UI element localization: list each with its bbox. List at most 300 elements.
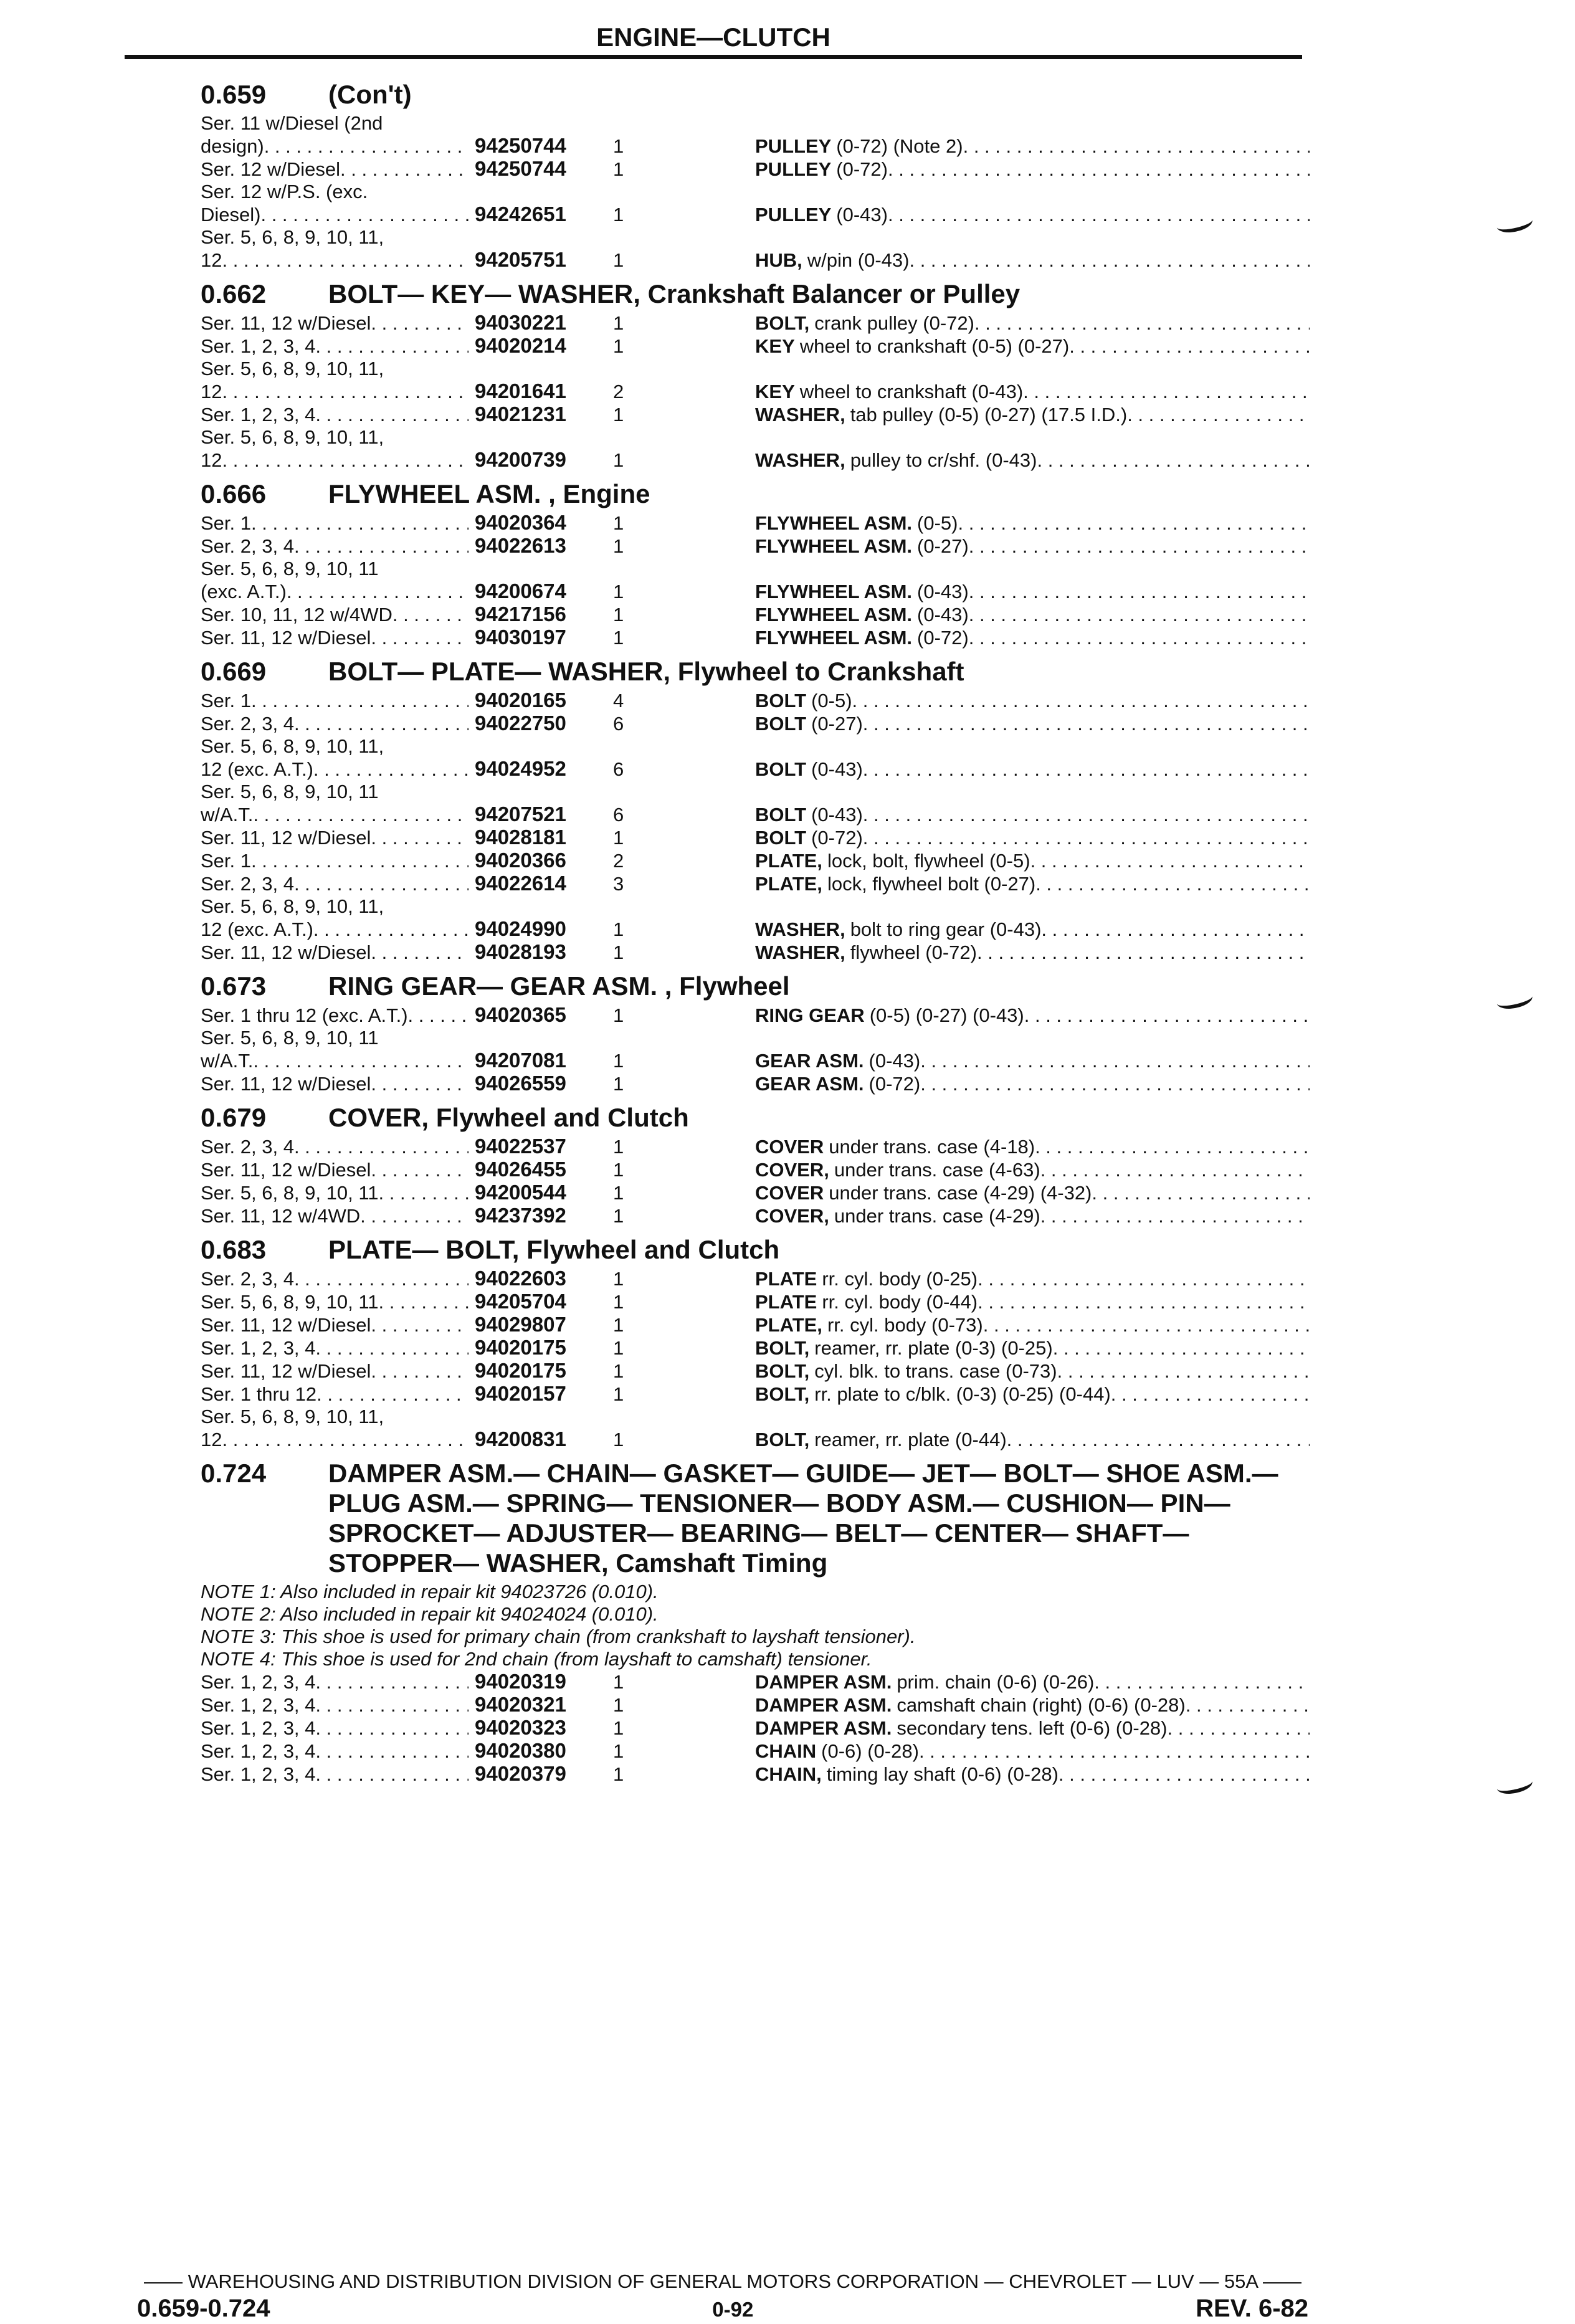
dot-leader — [287, 581, 469, 603]
part-description — [755, 1291, 1310, 1313]
part-entry — [201, 1336, 1310, 1360]
applicability — [201, 512, 475, 535]
applicability — [201, 1740, 475, 1763]
part-entry — [201, 1181, 1310, 1204]
applicability-text: Ser. 1, 2, 3, 4 — [201, 1740, 316, 1762]
part-name: FLYWHEEL ASM. — [755, 581, 913, 602]
applicability — [201, 1050, 475, 1072]
applicability — [201, 449, 475, 472]
part-entry — [201, 1004, 1310, 1027]
quantity: 1 — [613, 512, 624, 534]
applicability — [201, 535, 475, 558]
table-row — [201, 1383, 1310, 1406]
part-entry — [201, 403, 1310, 426]
part-number: 94020165 — [475, 688, 566, 712]
dot-leader — [1069, 335, 1310, 358]
dot-leader — [863, 713, 1310, 735]
applicability-text: 12 — [201, 449, 222, 471]
part-detail: (0-27) — [917, 535, 969, 557]
applicability-text: Ser. 2, 3, 4 — [201, 535, 294, 557]
part-entry — [201, 1670, 1310, 1693]
dot-leader — [1024, 1004, 1310, 1027]
dot-leader — [371, 1360, 469, 1383]
part-name: FLYWHEEL ASM. — [755, 627, 913, 649]
dot-leader — [315, 335, 469, 358]
dot-leader — [371, 627, 469, 649]
quantity: 1 — [613, 135, 624, 157]
part-entry — [201, 626, 1310, 649]
dot-leader — [294, 1136, 469, 1158]
dot-leader — [251, 512, 469, 535]
part-number: 94020175 — [475, 1359, 566, 1382]
part-name: BOLT — [755, 713, 807, 735]
part-detail: lock, flywheel bolt (0-27) — [827, 873, 1036, 895]
quantity: 1 — [613, 827, 624, 849]
section-heading — [201, 279, 1310, 309]
part-detail: (0-5) — [811, 690, 852, 712]
quantity: 1 — [613, 1291, 624, 1313]
part-number: 94207521 — [475, 802, 566, 826]
table-row — [201, 712, 1310, 735]
dot-leader — [969, 627, 1310, 649]
table-row — [201, 1004, 1310, 1027]
part-number: 94250744 — [475, 157, 566, 180]
table-row — [201, 918, 1310, 941]
part-detail: wheel to crankshaft (0-5) (0-27) — [799, 335, 1070, 357]
applicability — [201, 335, 475, 358]
part-description — [755, 850, 1310, 872]
table-row — [201, 1267, 1310, 1290]
part-name: PLATE, — [755, 873, 822, 895]
part-number: 94020157 — [475, 1382, 566, 1405]
quantity: 1 — [613, 1205, 624, 1227]
part-entry — [201, 781, 1310, 826]
parts-catalog — [201, 80, 1310, 1793]
quantity: 1 — [613, 1360, 624, 1382]
applicability — [201, 604, 475, 626]
part-entry — [201, 1027, 1310, 1072]
part-name: COVER — [755, 1136, 824, 1158]
table-row — [201, 1717, 1310, 1740]
part-entry — [201, 849, 1310, 872]
applicability-text: (exc. A.T.) — [201, 581, 287, 602]
applicability — [201, 1763, 475, 1786]
applicability-text: Ser. 11, 12 w/Diesel — [201, 827, 371, 849]
quantity: 1 — [613, 1182, 624, 1204]
part-entry — [201, 1360, 1310, 1383]
part-number: 94200674 — [475, 579, 566, 602]
part-entry — [201, 895, 1310, 941]
applicability-text: Ser. 1, 2, 3, 4 — [201, 1694, 316, 1716]
table-row — [201, 380, 1310, 403]
dot-leader — [371, 312, 469, 335]
table-row — [201, 312, 1310, 335]
dot-leader — [315, 1671, 469, 1693]
applicability-text: Ser. 1, 2, 3, 4 — [201, 404, 316, 426]
margin-mark-icon — [1495, 211, 1535, 236]
applicability-text: Ser. 5, 6, 8, 9, 10, 11 — [201, 1291, 379, 1313]
dot-leader — [315, 1740, 469, 1763]
applicability-text: Ser. 12 w/Diesel — [201, 158, 340, 180]
applicability-text: Ser. 2, 3, 4 — [201, 873, 294, 895]
dot-leader — [294, 713, 469, 735]
section-number: 0.669 — [201, 657, 267, 686]
part-description — [755, 381, 1310, 403]
applicability-text: Ser. 11, 12 w/4WD — [201, 1205, 361, 1227]
part-number: 94028181 — [475, 826, 566, 849]
part-detail: wheel to crankshaft (0-43) — [799, 381, 1024, 402]
part-entry — [201, 872, 1310, 895]
table-row — [201, 403, 1310, 426]
part-description — [755, 1383, 1310, 1406]
part-number: 94205704 — [475, 1290, 566, 1313]
quantity: 1 — [613, 335, 624, 357]
part-description — [755, 158, 1310, 181]
table-row — [201, 1693, 1310, 1717]
quantity: 2 — [613, 381, 624, 402]
dot-leader — [222, 381, 469, 403]
applicability — [201, 1136, 475, 1158]
part-name: BOLT, — [755, 1337, 810, 1359]
dot-leader — [1092, 1182, 1310, 1204]
table-row — [201, 872, 1310, 895]
part-detail: rr. cyl. body (0-73) — [827, 1314, 983, 1336]
table-row — [201, 249, 1310, 272]
part-detail: pulley to cr/shf. (0-43) — [850, 449, 1037, 471]
quantity: 1 — [613, 1314, 624, 1336]
part-description — [755, 404, 1310, 426]
part-number: 94237392 — [475, 1204, 566, 1227]
quantity: 1 — [613, 158, 624, 180]
section-title: BOLT— PLATE— WASHER, Flywheel to Crankshaft — [328, 657, 964, 686]
part-number: 94030221 — [475, 311, 566, 334]
quantity: 1 — [613, 1671, 624, 1693]
applicability-line: Ser. 5, 6, 8, 9, 10, 11, — [201, 358, 384, 379]
quantity: 1 — [613, 204, 624, 226]
table-row — [201, 535, 1310, 558]
part-name: GEAR ASM. — [755, 1073, 864, 1095]
applicability-line: Ser. 5, 6, 8, 9, 10, 11, — [201, 1406, 384, 1427]
dot-leader — [978, 1291, 1310, 1313]
part-description — [755, 449, 1310, 472]
part-entry — [201, 558, 1310, 603]
applicability — [201, 1291, 475, 1313]
part-detail: lock, bolt, flywheel (0-5) — [827, 850, 1030, 872]
part-detail: (0-43) — [917, 581, 969, 602]
table-row — [201, 1204, 1310, 1227]
applicability-text: Ser. 11, 12 w/Diesel — [201, 1314, 371, 1336]
applicability — [201, 1268, 475, 1290]
part-detail: (0-72) — [917, 627, 969, 649]
part-detail: timing lay shaft (0-6) (0-28) — [826, 1763, 1059, 1785]
dot-leader — [977, 941, 1310, 964]
dot-leader — [1094, 1671, 1310, 1693]
catalog-section — [201, 657, 1310, 964]
part-description — [755, 804, 1310, 826]
part-number: 94200831 — [475, 1427, 566, 1450]
margin-mark-icon — [1495, 988, 1535, 1012]
table-row — [201, 1290, 1310, 1313]
quantity: 6 — [613, 804, 624, 826]
part-number: 94020323 — [475, 1716, 566, 1739]
table-row — [201, 603, 1310, 626]
table-row — [201, 1158, 1310, 1181]
part-number: 94250744 — [475, 134, 566, 157]
applicability-text: Ser. 5, 6, 8, 9, 10, 11 — [201, 1182, 379, 1204]
part-description — [755, 1159, 1310, 1181]
part-detail: (0-43) — [811, 804, 863, 826]
part-name: PLATE, — [755, 850, 822, 872]
part-name: PULLEY — [755, 204, 832, 226]
part-entry — [201, 512, 1310, 535]
section-number: 0.659 — [201, 80, 267, 109]
applicability-line: Ser. 5, 6, 8, 9, 10, 11, — [201, 226, 384, 248]
part-detail: (0-27) — [811, 713, 863, 735]
table-row — [201, 135, 1310, 158]
part-name: DAMPER ASM. — [755, 1671, 892, 1693]
applicability — [201, 758, 475, 781]
part-detail: (0-6) (0-28) — [821, 1740, 919, 1762]
part-entry — [201, 603, 1310, 626]
table-row — [201, 1360, 1310, 1383]
part-detail: under trans. case (4-18) — [829, 1136, 1035, 1158]
catalog-section — [201, 1235, 1310, 1451]
part-number: 94020321 — [475, 1693, 566, 1716]
part-name: WASHER, — [755, 941, 845, 963]
part-description — [755, 204, 1310, 226]
part-entry — [201, 1158, 1310, 1181]
quantity: 1 — [613, 1740, 624, 1762]
part-entry — [201, 1763, 1310, 1786]
quantity: 6 — [613, 758, 624, 780]
part-number: 94020364 — [475, 511, 566, 534]
applicability — [201, 1159, 475, 1181]
footer-publisher-line: —— WAREHOUSING AND DISTRIBUTION DIVISION OF GENERAL MOTORS CORPORATION — CHEVROLET — LUV — 55A —— — [144, 2270, 1301, 2292]
part-description — [755, 690, 1310, 712]
part-name: GEAR ASM. — [755, 1050, 864, 1072]
part-name: WASHER, — [755, 404, 845, 426]
applicability-text: design) — [201, 135, 264, 157]
table-row — [201, 1336, 1310, 1360]
dot-leader — [260, 204, 469, 226]
applicability-text: Ser. 1, 2, 3, 4 — [201, 1717, 316, 1739]
part-name: CHAIN, — [755, 1763, 822, 1785]
section-number: 0.662 — [201, 279, 267, 308]
part-name: WASHER, — [755, 918, 845, 940]
table-row — [201, 1740, 1310, 1763]
dot-leader — [1041, 918, 1310, 941]
section-title: DAMPER ASM.— CHAIN— GASKET— GUIDE— JET— BOLT— SHOE ASM.— PLUG ASM.— SPRING— TENSIONER— BODY ASM.— CUSHION— PIN— SPROCKET— ADJUSTER— BEARING— BELT— CENTER— SHAFT— STOPPER— WASHER, Camshaft Timing — [328, 1459, 1278, 1578]
quantity: 1 — [613, 249, 624, 271]
quantity: 1 — [613, 1717, 624, 1739]
part-entry — [201, 1693, 1310, 1717]
part-entry — [201, 941, 1310, 964]
part-name: BOLT, — [755, 1360, 810, 1382]
part-entry — [201, 535, 1310, 558]
part-name: PLATE — [755, 1268, 817, 1290]
applicability-line: Ser. 5, 6, 8, 9, 10, 11 — [201, 781, 379, 802]
applicability — [201, 158, 475, 181]
table-row — [201, 849, 1310, 872]
part-number: 94020214 — [475, 334, 566, 357]
dot-leader — [1040, 1159, 1310, 1181]
part-detail: (0-43) — [811, 758, 863, 780]
dot-leader — [315, 1337, 469, 1360]
part-description — [755, 535, 1310, 558]
table-row — [201, 512, 1310, 535]
dot-leader — [888, 204, 1310, 226]
part-name: KEY — [755, 335, 795, 357]
part-description — [755, 512, 1310, 535]
table-row — [201, 1135, 1310, 1158]
part-description — [755, 581, 1310, 603]
dot-leader — [408, 1004, 469, 1027]
quantity: 1 — [613, 1337, 624, 1359]
part-description — [755, 1671, 1310, 1693]
part-entry — [201, 712, 1310, 735]
part-entry — [201, 689, 1310, 712]
applicability-text: Ser. 1 — [201, 512, 251, 534]
applicability-text: Ser. 11, 12 w/Diesel — [201, 627, 371, 649]
section-title: FLYWHEEL ASM. , Engine — [328, 479, 650, 508]
dot-leader — [1023, 381, 1310, 403]
part-detail: tab pulley (0-5) (0-27) (17.5 I.D.) — [850, 404, 1128, 426]
part-description — [755, 1073, 1310, 1095]
section-heading — [201, 971, 1310, 1001]
part-description — [755, 827, 1310, 849]
applicability-text: Ser. 1 — [201, 850, 251, 872]
applicability-text: Ser. 1 — [201, 690, 251, 712]
quantity: 1 — [613, 627, 624, 649]
part-number: 94020380 — [475, 1739, 566, 1762]
part-description — [755, 312, 1310, 335]
section-number: 0.666 — [201, 479, 267, 508]
part-detail: rr. cyl. body (0-44) — [822, 1291, 978, 1313]
dot-leader — [969, 581, 1310, 603]
dot-leader — [294, 535, 469, 558]
page-header — [125, 21, 1302, 59]
part-detail: under trans. case (4-29) (4-32) — [829, 1182, 1092, 1204]
part-name: PLATE, — [755, 1314, 822, 1336]
dot-leader — [371, 1073, 469, 1095]
dot-leader — [316, 1383, 469, 1406]
part-entry — [201, 1290, 1310, 1313]
dot-leader — [1111, 1383, 1310, 1406]
part-name: BOLT — [755, 690, 807, 712]
part-number: 94022613 — [475, 534, 566, 557]
footer-revision: REV. 6-82 — [1196, 2295, 1308, 2322]
table-row — [201, 158, 1310, 181]
part-entry — [201, 226, 1310, 272]
applicability-line: Ser. 12 w/P.S. (exc. — [201, 181, 368, 202]
applicability — [201, 918, 475, 941]
part-detail: reamer, rr. plate (0-44) — [814, 1429, 1007, 1450]
part-description — [755, 1182, 1310, 1204]
dot-leader — [1030, 850, 1310, 872]
dot-leader — [222, 249, 469, 272]
part-entry — [201, 1204, 1310, 1227]
quantity: 1 — [613, 404, 624, 426]
part-name: HUB, — [755, 249, 802, 271]
dot-leader — [371, 827, 469, 849]
applicability-text: Ser. 1, 2, 3, 4 — [201, 335, 316, 357]
part-description — [755, 1740, 1310, 1763]
dot-leader — [264, 135, 469, 158]
applicability — [201, 135, 475, 158]
part-detail: (0-5) — [917, 512, 958, 534]
part-description — [755, 873, 1310, 895]
dot-leader — [863, 804, 1310, 826]
applicability-text: Ser. 2, 3, 4 — [201, 713, 294, 735]
part-name: BOLT — [755, 804, 807, 826]
applicability — [201, 1360, 475, 1383]
part-number: 94020379 — [475, 1762, 566, 1785]
applicability — [201, 941, 475, 964]
part-name: FLYWHEEL ASM. — [755, 512, 913, 534]
dot-leader — [371, 1159, 469, 1181]
part-description — [755, 604, 1310, 626]
part-detail: (0-5) (0-27) (0-43) — [869, 1004, 1024, 1026]
part-detail: (0-72) (Note 2) — [836, 135, 963, 157]
section-number: 0.683 — [201, 1235, 267, 1264]
dot-leader — [909, 249, 1310, 272]
part-entry — [201, 426, 1310, 472]
table-row — [201, 1313, 1310, 1336]
dot-leader — [963, 135, 1310, 158]
section-number: 0.724 — [201, 1459, 267, 1488]
applicability-line: Ser. 11 w/Diesel (2nd — [201, 112, 383, 134]
part-detail: (0-72) — [868, 1073, 921, 1095]
part-entry — [201, 1406, 1310, 1451]
dot-leader — [863, 827, 1310, 849]
section-number: 0.679 — [201, 1103, 267, 1132]
dot-leader — [1053, 1337, 1310, 1360]
part-detail: prim. chain (0-6) (0-26) — [897, 1671, 1095, 1693]
part-entry — [201, 1135, 1310, 1158]
part-detail: (0-43) — [868, 1050, 921, 1072]
dot-leader — [920, 1073, 1310, 1095]
table-row — [201, 1049, 1310, 1072]
table-row — [201, 1670, 1310, 1693]
section-heading — [201, 80, 1310, 110]
part-number: 94024990 — [475, 917, 566, 940]
applicability — [201, 1182, 475, 1204]
part-entry — [201, 1740, 1310, 1763]
quantity: 6 — [613, 713, 624, 735]
applicability-line: Ser. 5, 6, 8, 9, 10, 11, — [201, 735, 384, 757]
applicability-line: Ser. 5, 6, 8, 9, 10, 11 — [201, 558, 379, 579]
part-description — [755, 1717, 1310, 1740]
applicability-text: Ser. 11, 12 w/Diesel — [201, 312, 371, 334]
applicability — [201, 873, 475, 895]
applicability-text: 12 — [201, 1429, 222, 1450]
part-name: COVER — [755, 1182, 824, 1204]
quantity: 1 — [613, 1073, 624, 1095]
part-name: RING GEAR — [755, 1004, 865, 1026]
part-entry — [201, 312, 1310, 335]
dot-leader — [251, 690, 469, 712]
dot-leader — [974, 312, 1310, 335]
applicability — [201, 381, 475, 403]
part-number: 94205751 — [475, 248, 566, 271]
applicability-text: 12 — [201, 249, 222, 271]
part-name: BOLT — [755, 827, 807, 849]
part-description — [755, 335, 1310, 358]
quantity: 1 — [613, 1694, 624, 1716]
part-description — [755, 1205, 1310, 1227]
quantity: 1 — [613, 941, 624, 963]
part-number: 94020366 — [475, 849, 566, 872]
